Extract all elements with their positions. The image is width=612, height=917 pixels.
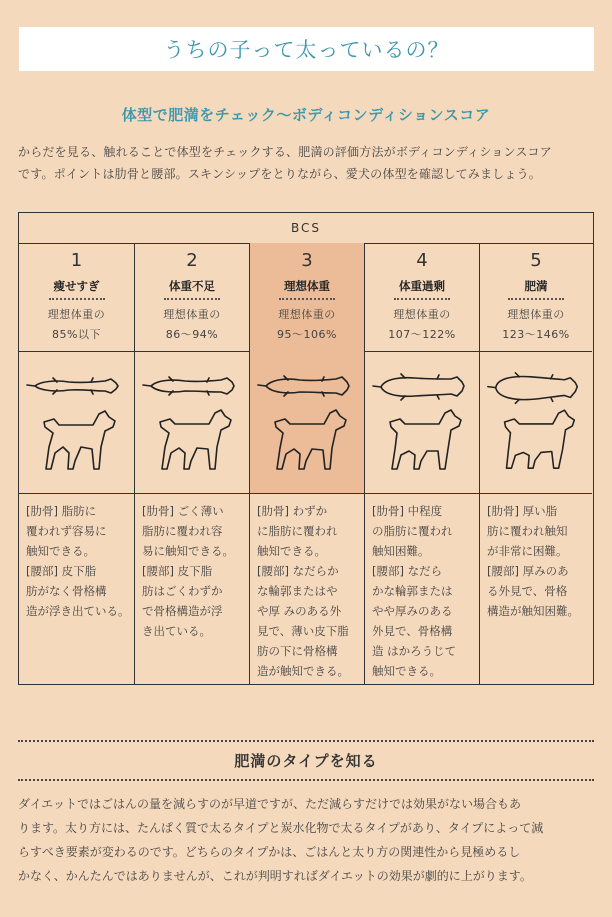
desc-line: き出ている。	[142, 624, 211, 638]
desc-line: [肋骨] 脂肪に	[26, 504, 97, 518]
dotted-divider	[49, 298, 105, 300]
bcs-column-header	[480, 243, 592, 352]
desc-line: [肋骨] 中程度	[372, 504, 443, 518]
bcs-description	[26, 501, 128, 621]
weight-range-value: 123～146%	[502, 328, 570, 341]
intro-text	[18, 141, 596, 185]
bcs-column-header	[19, 243, 134, 352]
weight-range-label: 理想体重の	[507, 308, 565, 321]
weight-range-label: 理想体重の	[278, 308, 336, 321]
desc-line: [肋骨] わずか	[257, 504, 328, 518]
desc-line: に脂肪に覆われ	[257, 524, 338, 538]
desc-line: 肪に覆われ触知	[487, 524, 568, 538]
dog-top-view-icon	[365, 351, 480, 493]
desc-line: が非常に困難。	[487, 544, 568, 558]
dog-figures	[365, 351, 479, 494]
section-subtitle: 体型で肥満をチェック～ボディコンディションスコア	[121, 106, 491, 124]
body-line: ダイエットではごはんの量を減らすのが早道ですが、ただ減らすだけでは効果がない場合もあ	[18, 797, 522, 811]
desc-line: 触知できる。	[372, 664, 441, 678]
desc-line: かな輪郭または	[372, 584, 453, 598]
desc-line: やや厚みのある	[372, 604, 453, 618]
desc-line: [腰部] 皮下脂	[26, 564, 97, 578]
dog-top-view-icon	[19, 351, 134, 493]
bcs-category: 痩せすぎ	[53, 279, 100, 293]
bcs-score: 4	[416, 250, 428, 271]
desc-line: [腰部] 皮下脂	[142, 564, 213, 578]
intro-line: からだを見る、触れることで体型をチェックする、肥満の評価方法がボディコンディションスコア	[18, 145, 552, 159]
desc-line: [腰部] 厚みのあ	[487, 564, 569, 578]
weight-range-value: 107～122%	[388, 328, 456, 341]
bcs-score: 3	[301, 250, 313, 271]
bcs-column-header	[135, 243, 249, 352]
desc-line: や厚 みのある外	[257, 604, 342, 618]
title-banner	[19, 27, 594, 71]
bcs-table	[18, 212, 594, 685]
weight-range-label: 理想体重の	[47, 308, 106, 321]
desc-line: [腰部] なだらか	[257, 564, 339, 578]
section-divider-top	[18, 740, 594, 742]
weight-range	[480, 305, 592, 345]
dog-top-view-icon	[250, 351, 365, 493]
desc-line: 構造が触知困難。	[487, 604, 579, 618]
desc-line: [肋骨] 厚い脂	[487, 504, 558, 518]
dog-figures	[250, 351, 364, 494]
desc-line: で骨格構造が浮	[142, 604, 223, 618]
dotted-divider	[164, 298, 220, 300]
dog-figures	[480, 351, 592, 494]
body-line: らすべき要素が変わるのです。どちらのタイプかは、ごはんと太り方の関連性から見極めるし	[18, 845, 521, 859]
bcs-description	[487, 501, 586, 621]
weight-range-value: 86～94%	[165, 328, 219, 341]
desc-line: 肪がなく骨格構	[26, 584, 107, 598]
desc-line: 触知できる。	[26, 544, 95, 558]
body-line: ります。太り方には、たんぱく質で太るタイプと炭水化物で太るタイプがあり、タイプによって減	[18, 821, 544, 835]
weight-range	[250, 305, 364, 345]
bcs-category: 理想体重	[284, 279, 330, 293]
bcs-score: 2	[186, 250, 198, 271]
dog-top-view-icon	[480, 351, 593, 493]
desc-line: な輪郭またはや	[257, 584, 338, 598]
section-divider-bottom	[18, 779, 594, 781]
dog-top-view-icon	[135, 351, 250, 493]
bcs-category: 肥満	[524, 279, 548, 293]
bcs-score: 1	[70, 250, 83, 271]
dog-figures	[19, 351, 134, 494]
bcs-column-4	[364, 243, 479, 684]
dotted-divider	[394, 298, 450, 300]
bcs-description	[142, 501, 243, 641]
weight-range-label: 理想体重の	[393, 308, 451, 321]
section-title: 肥満のタイプを知る	[234, 752, 378, 770]
dotted-divider	[279, 298, 335, 300]
weight-range-value: 85%以下	[52, 328, 101, 341]
desc-line: の脂肪に覆われ	[372, 524, 453, 538]
weight-range	[365, 305, 479, 345]
bcs-category: 体重過剰	[399, 279, 445, 293]
dog-figures	[135, 351, 249, 494]
desc-line: 外見で、骨格構	[372, 624, 453, 638]
bcs-column-3	[249, 243, 364, 684]
bcs-description	[257, 501, 358, 681]
desc-line: 触知困難。	[372, 544, 430, 558]
desc-line: 脂肪に覆われ容	[142, 524, 223, 538]
dotted-divider	[508, 298, 564, 300]
page-title: うちの子って太っているの？	[163, 38, 450, 62]
bcs-column-1	[19, 243, 134, 684]
desc-line: 造が浮き出ている。	[26, 604, 130, 618]
desc-line: 肪はごくわずか	[142, 584, 223, 598]
bcs-column-header	[250, 243, 364, 352]
desc-line: [肋骨] ごく薄い	[142, 504, 224, 518]
weight-range	[19, 305, 134, 345]
bcs-category: 体重不足	[169, 279, 215, 293]
bcs-column-5	[479, 243, 592, 684]
bcs-column-2	[134, 243, 249, 684]
bcs-header: BCS	[19, 213, 593, 244]
bcs-column-header	[365, 243, 479, 352]
desc-line: 覆われず容易に	[26, 524, 107, 538]
weight-range-value: 95～106%	[277, 328, 337, 341]
desc-line: [腰部] なだら	[372, 564, 443, 578]
desc-line: 見で、薄い皮下脂	[257, 624, 349, 638]
intro-line: です。ポイントは肋骨と腰部。スキンシップをとりながら、愛犬の体型を確認してみましょう。	[18, 167, 541, 181]
desc-line: 肪の下に骨格構	[257, 644, 338, 658]
weight-range	[135, 305, 249, 345]
desc-line: る外見で、骨格	[487, 584, 568, 598]
section-body	[18, 792, 596, 888]
desc-line: 造 はかろうじて	[372, 644, 457, 658]
bcs-score: 5	[530, 250, 542, 271]
desc-line: 造が触知できる。	[257, 664, 349, 678]
bcs-description	[372, 501, 473, 681]
desc-line: 触知できる。	[257, 544, 326, 558]
weight-range-label: 理想体重の	[163, 308, 221, 321]
body-line: かなく、かんたんではありませんが、これが判明すればダイエットの効果が劇的に上がります。	[18, 869, 532, 883]
desc-line: 易に触知できる。	[142, 544, 234, 558]
